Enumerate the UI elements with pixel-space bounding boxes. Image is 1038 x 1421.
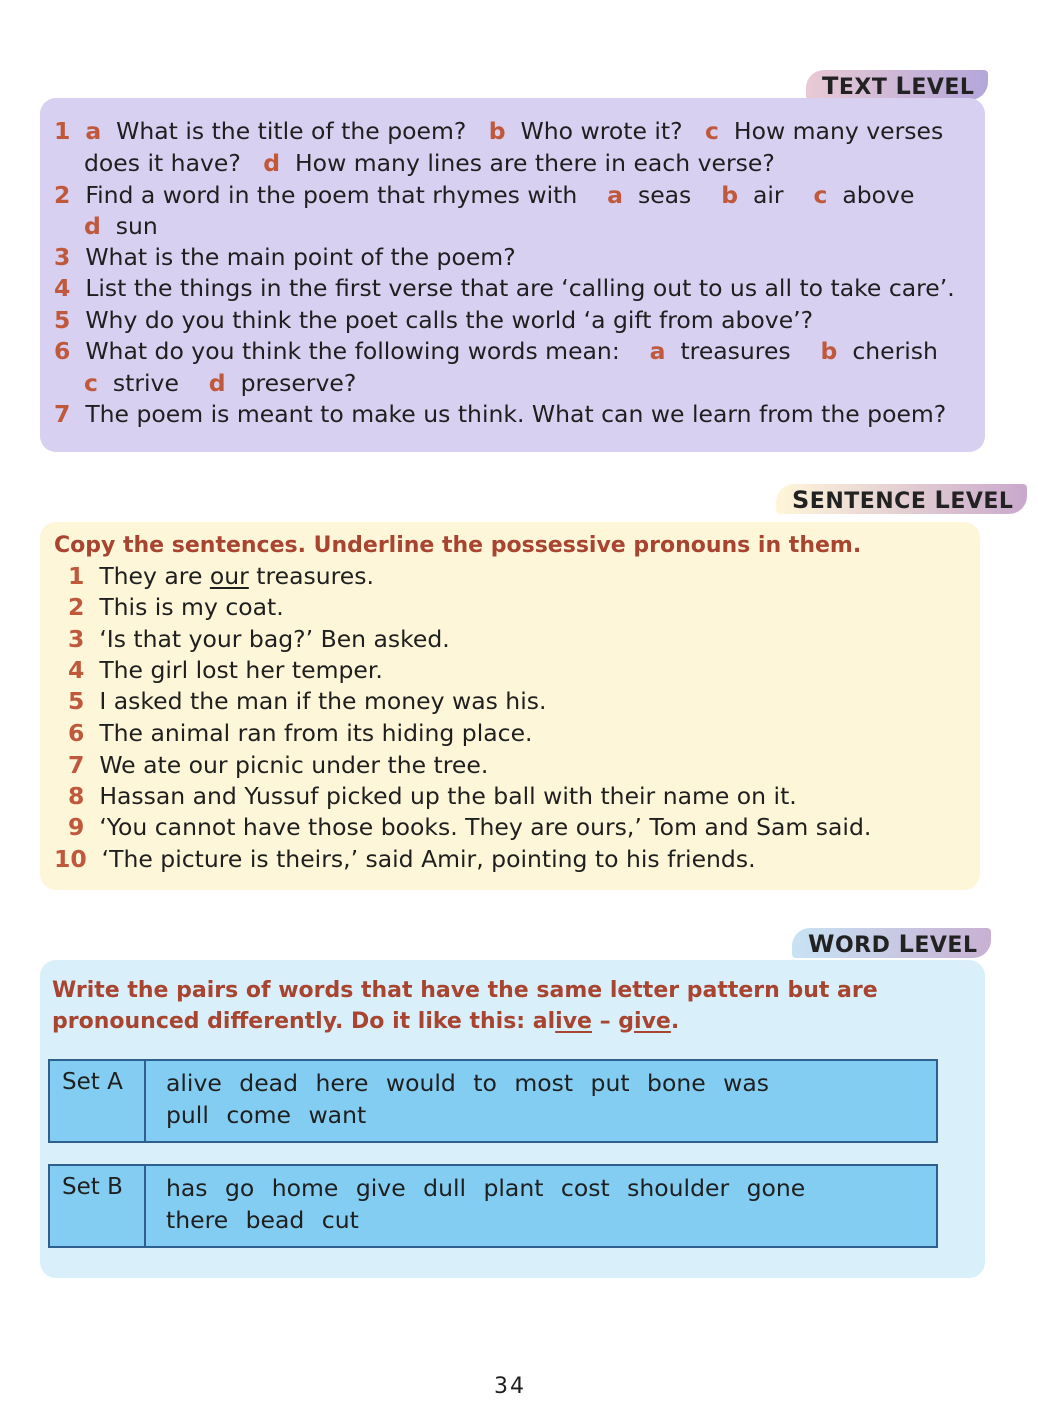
set-b-label: Set B	[50, 1166, 146, 1246]
text-question-2-cont: d sun	[84, 212, 158, 240]
set-b-box	[48, 1164, 938, 1248]
sentence-level-heading: SENTENCE LEVEL	[776, 480, 1027, 520]
text-question-6-cont: c strive d preserve?	[84, 369, 357, 397]
page-number: 34	[494, 1374, 526, 1399]
set-a-words: alive dead here would to most put bone was pull come want	[166, 1069, 770, 1129]
word-instruction-line-2: pronounced differently. Do it like this: alive – give.	[52, 1009, 680, 1034]
text-question-1-cont: does it have? d How many lines are there in each verse?	[84, 149, 775, 177]
sentence-item: 3 ‘Is that your bag?’ Ben asked.	[68, 625, 450, 653]
text-question-1: 1 a What is the title of the poem? b Who wrote it? c How many verses	[54, 117, 944, 145]
text-question-6: 6 What do you think the following words mean: a treasures b cherish	[54, 337, 938, 365]
word-level-heading: WORD LEVEL	[792, 924, 991, 964]
sentence-item: 4 The girl lost her temper.	[68, 656, 383, 684]
text-question-2: 2 Find a word in the poem that rhymes with a seas b air c above	[54, 181, 915, 209]
set-a-label: Set A	[50, 1061, 146, 1141]
text-question-4: 4 List the things in the first verse that are ‘calling out to us all to take care’.	[54, 274, 955, 302]
sentence-item: 5 I asked the man if the money was his.	[68, 687, 547, 715]
sentence-item: 9 ‘You cannot have those books. They are ours,’ Tom and Sam said.	[68, 813, 872, 841]
text-level-heading: TEXT LEVEL	[806, 66, 988, 106]
sentence-item: 8 Hassan and Yussuf picked up the ball with their name on it.	[68, 782, 797, 810]
sentence-item: 10 ‘The picture is theirs,’ said Amir, pointing to his friends.	[54, 845, 756, 873]
set-a-box	[48, 1059, 938, 1143]
text-question-5: 5 Why do you think the poet calls the world ‘a gift from above’?	[54, 306, 814, 334]
sentence-item: 1 They are our treasures.	[68, 562, 374, 590]
text-question-3: 3 What is the main point of the poem?	[54, 243, 516, 271]
word-instruction-line-1: Write the pairs of words that have the same letter pattern but are	[52, 978, 878, 1003]
sentence-instruction: Copy the sentences. Underline the possessive pronouns in them.	[54, 533, 862, 558]
sentence-item: 6 The animal ran from its hiding place.	[68, 719, 533, 747]
set-b-words: has go home give dull plant cost shoulder gone there bead cut	[166, 1174, 806, 1234]
text-question-7: 7 The poem is meant to make us think. What can we learn from the poem?	[54, 400, 947, 428]
sentence-item: 7 We ate our picnic under the tree.	[68, 751, 489, 779]
sentence-item: 2 This is my coat.	[68, 593, 284, 621]
